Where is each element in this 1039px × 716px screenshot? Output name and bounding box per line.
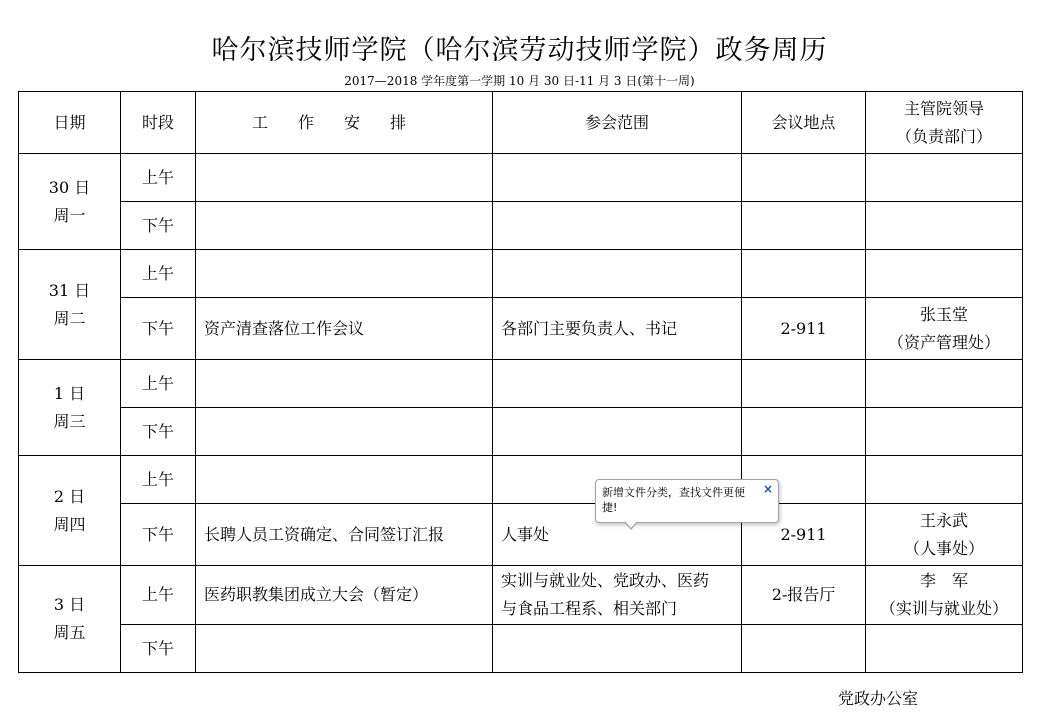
location-cell bbox=[742, 408, 866, 456]
work-cell bbox=[196, 202, 493, 250]
location-cell: 2-911 bbox=[742, 298, 866, 360]
scope-cell bbox=[493, 298, 742, 360]
footer-signature: 党政办公室 bbox=[838, 689, 919, 708]
work-cell bbox=[196, 456, 493, 504]
scope-cell bbox=[493, 408, 742, 456]
location-cell bbox=[742, 625, 866, 673]
day-weekday: 周三 bbox=[53, 411, 86, 431]
table-row bbox=[19, 202, 1023, 250]
period-label: 下午 bbox=[121, 202, 196, 250]
day-weekday: 周四 bbox=[53, 514, 86, 534]
day-cell bbox=[19, 154, 121, 250]
leader-cell bbox=[866, 566, 1023, 625]
leader-cell bbox=[866, 504, 1023, 566]
leader-cell bbox=[866, 202, 1023, 250]
location-cell: 2-911 bbox=[742, 504, 866, 566]
close-icon[interactable]: × bbox=[762, 482, 773, 496]
header-scope: 参会范围 bbox=[493, 92, 742, 154]
scope-line1: 人事处 bbox=[501, 524, 550, 544]
table-row bbox=[19, 408, 1023, 456]
period-label: 下午 bbox=[121, 408, 196, 456]
period-label: 上午 bbox=[121, 456, 196, 504]
work-cell bbox=[196, 154, 493, 202]
location-cell bbox=[742, 154, 866, 202]
day-date: 31 日 bbox=[48, 280, 91, 300]
tooltip-popup[interactable] bbox=[595, 479, 779, 523]
period-label: 上午 bbox=[121, 360, 196, 408]
table-row bbox=[19, 250, 1023, 298]
header-period: 时段 bbox=[121, 92, 196, 154]
period-label: 下午 bbox=[121, 625, 196, 673]
scope-cell bbox=[493, 566, 742, 625]
table-row bbox=[19, 360, 1023, 408]
tooltip-tail bbox=[624, 522, 638, 530]
scope-cell bbox=[493, 250, 742, 298]
leader-line1: 王永武 bbox=[919, 510, 968, 530]
scope-cell bbox=[493, 625, 742, 673]
table-row bbox=[19, 625, 1023, 673]
work-cell bbox=[196, 250, 493, 298]
header-work: 工作安排 bbox=[196, 92, 493, 154]
leader-cell bbox=[866, 360, 1023, 408]
day-date: 3 日 bbox=[53, 595, 86, 614]
scope-line1: 实训与就业处、党政办、医药 bbox=[501, 571, 710, 590]
header-location: 会议地点 bbox=[742, 92, 866, 154]
scope-cell bbox=[493, 360, 742, 408]
table-row bbox=[19, 456, 1023, 504]
table-row bbox=[19, 566, 1023, 625]
leader-line1: 李 军 bbox=[919, 571, 968, 590]
leader-cell bbox=[866, 154, 1023, 202]
page-title: 哈尔滨技师学院（哈尔滨劳动技师学院）政务周历 bbox=[211, 35, 828, 66]
day-date: 30 日 bbox=[48, 177, 91, 197]
period-label: 上午 bbox=[121, 250, 196, 298]
location-cell bbox=[742, 250, 866, 298]
scope-line2: 与食品工程系、相关部门 bbox=[501, 599, 678, 618]
day-date: 2 日 bbox=[53, 486, 86, 506]
day-cell bbox=[19, 250, 121, 360]
header-leader-line1: 主管院领导 bbox=[903, 98, 984, 118]
day-weekday: 周一 bbox=[53, 205, 86, 225]
leader-cell bbox=[866, 456, 1023, 504]
day-date: 1 日 bbox=[53, 383, 86, 403]
leader-cell bbox=[866, 298, 1023, 360]
period-label: 上午 bbox=[121, 566, 196, 625]
period-label: 下午 bbox=[121, 504, 196, 566]
table-row bbox=[19, 298, 1023, 360]
leader-line1: 张玉堂 bbox=[919, 304, 968, 324]
location-cell: 2-报告厅 bbox=[742, 566, 866, 625]
leader-line2: （实训与就业处） bbox=[879, 599, 1008, 618]
tooltip-text: 新增文件分类，查找文件更便捷! bbox=[602, 486, 745, 514]
leader-line2: （人事处） bbox=[903, 538, 984, 558]
scope-cell bbox=[493, 202, 742, 250]
day-cell bbox=[19, 456, 121, 566]
header-date: 日期 bbox=[19, 92, 121, 154]
table-row bbox=[19, 504, 1023, 566]
leader-line2: （资产管理处） bbox=[887, 332, 1000, 352]
day-weekday: 周二 bbox=[53, 308, 86, 328]
location-cell bbox=[742, 202, 866, 250]
work-cell bbox=[196, 625, 493, 673]
work-cell bbox=[196, 360, 493, 408]
leader-cell bbox=[866, 408, 1023, 456]
day-cell bbox=[19, 360, 121, 456]
work-cell: 资产清查落位工作会议 bbox=[196, 298, 493, 360]
work-cell bbox=[196, 408, 493, 456]
header-leader bbox=[866, 92, 1023, 154]
scope-cell bbox=[493, 154, 742, 202]
leader-cell bbox=[866, 250, 1023, 298]
header-leader-line2: （负责部门） bbox=[895, 126, 992, 146]
schedule-table bbox=[18, 91, 1023, 673]
table-header-row bbox=[19, 92, 1023, 154]
scope-line1: 各部门主要负责人、书记 bbox=[501, 318, 678, 338]
work-cell: 医药职教集团成立大会（暂定） bbox=[196, 566, 493, 625]
page-subtitle: 2017—2018 学年度第一学期 10 月 30 日-11 月 3 日(第十一周) bbox=[344, 74, 695, 88]
leader-cell bbox=[866, 625, 1023, 673]
period-label: 下午 bbox=[121, 298, 196, 360]
table-row bbox=[19, 154, 1023, 202]
location-cell bbox=[742, 360, 866, 408]
day-cell bbox=[19, 566, 121, 673]
day-weekday: 周五 bbox=[53, 623, 86, 642]
period-label: 上午 bbox=[121, 154, 196, 202]
work-cell: 长聘人员工资确定、合同签订汇报 bbox=[196, 504, 493, 566]
